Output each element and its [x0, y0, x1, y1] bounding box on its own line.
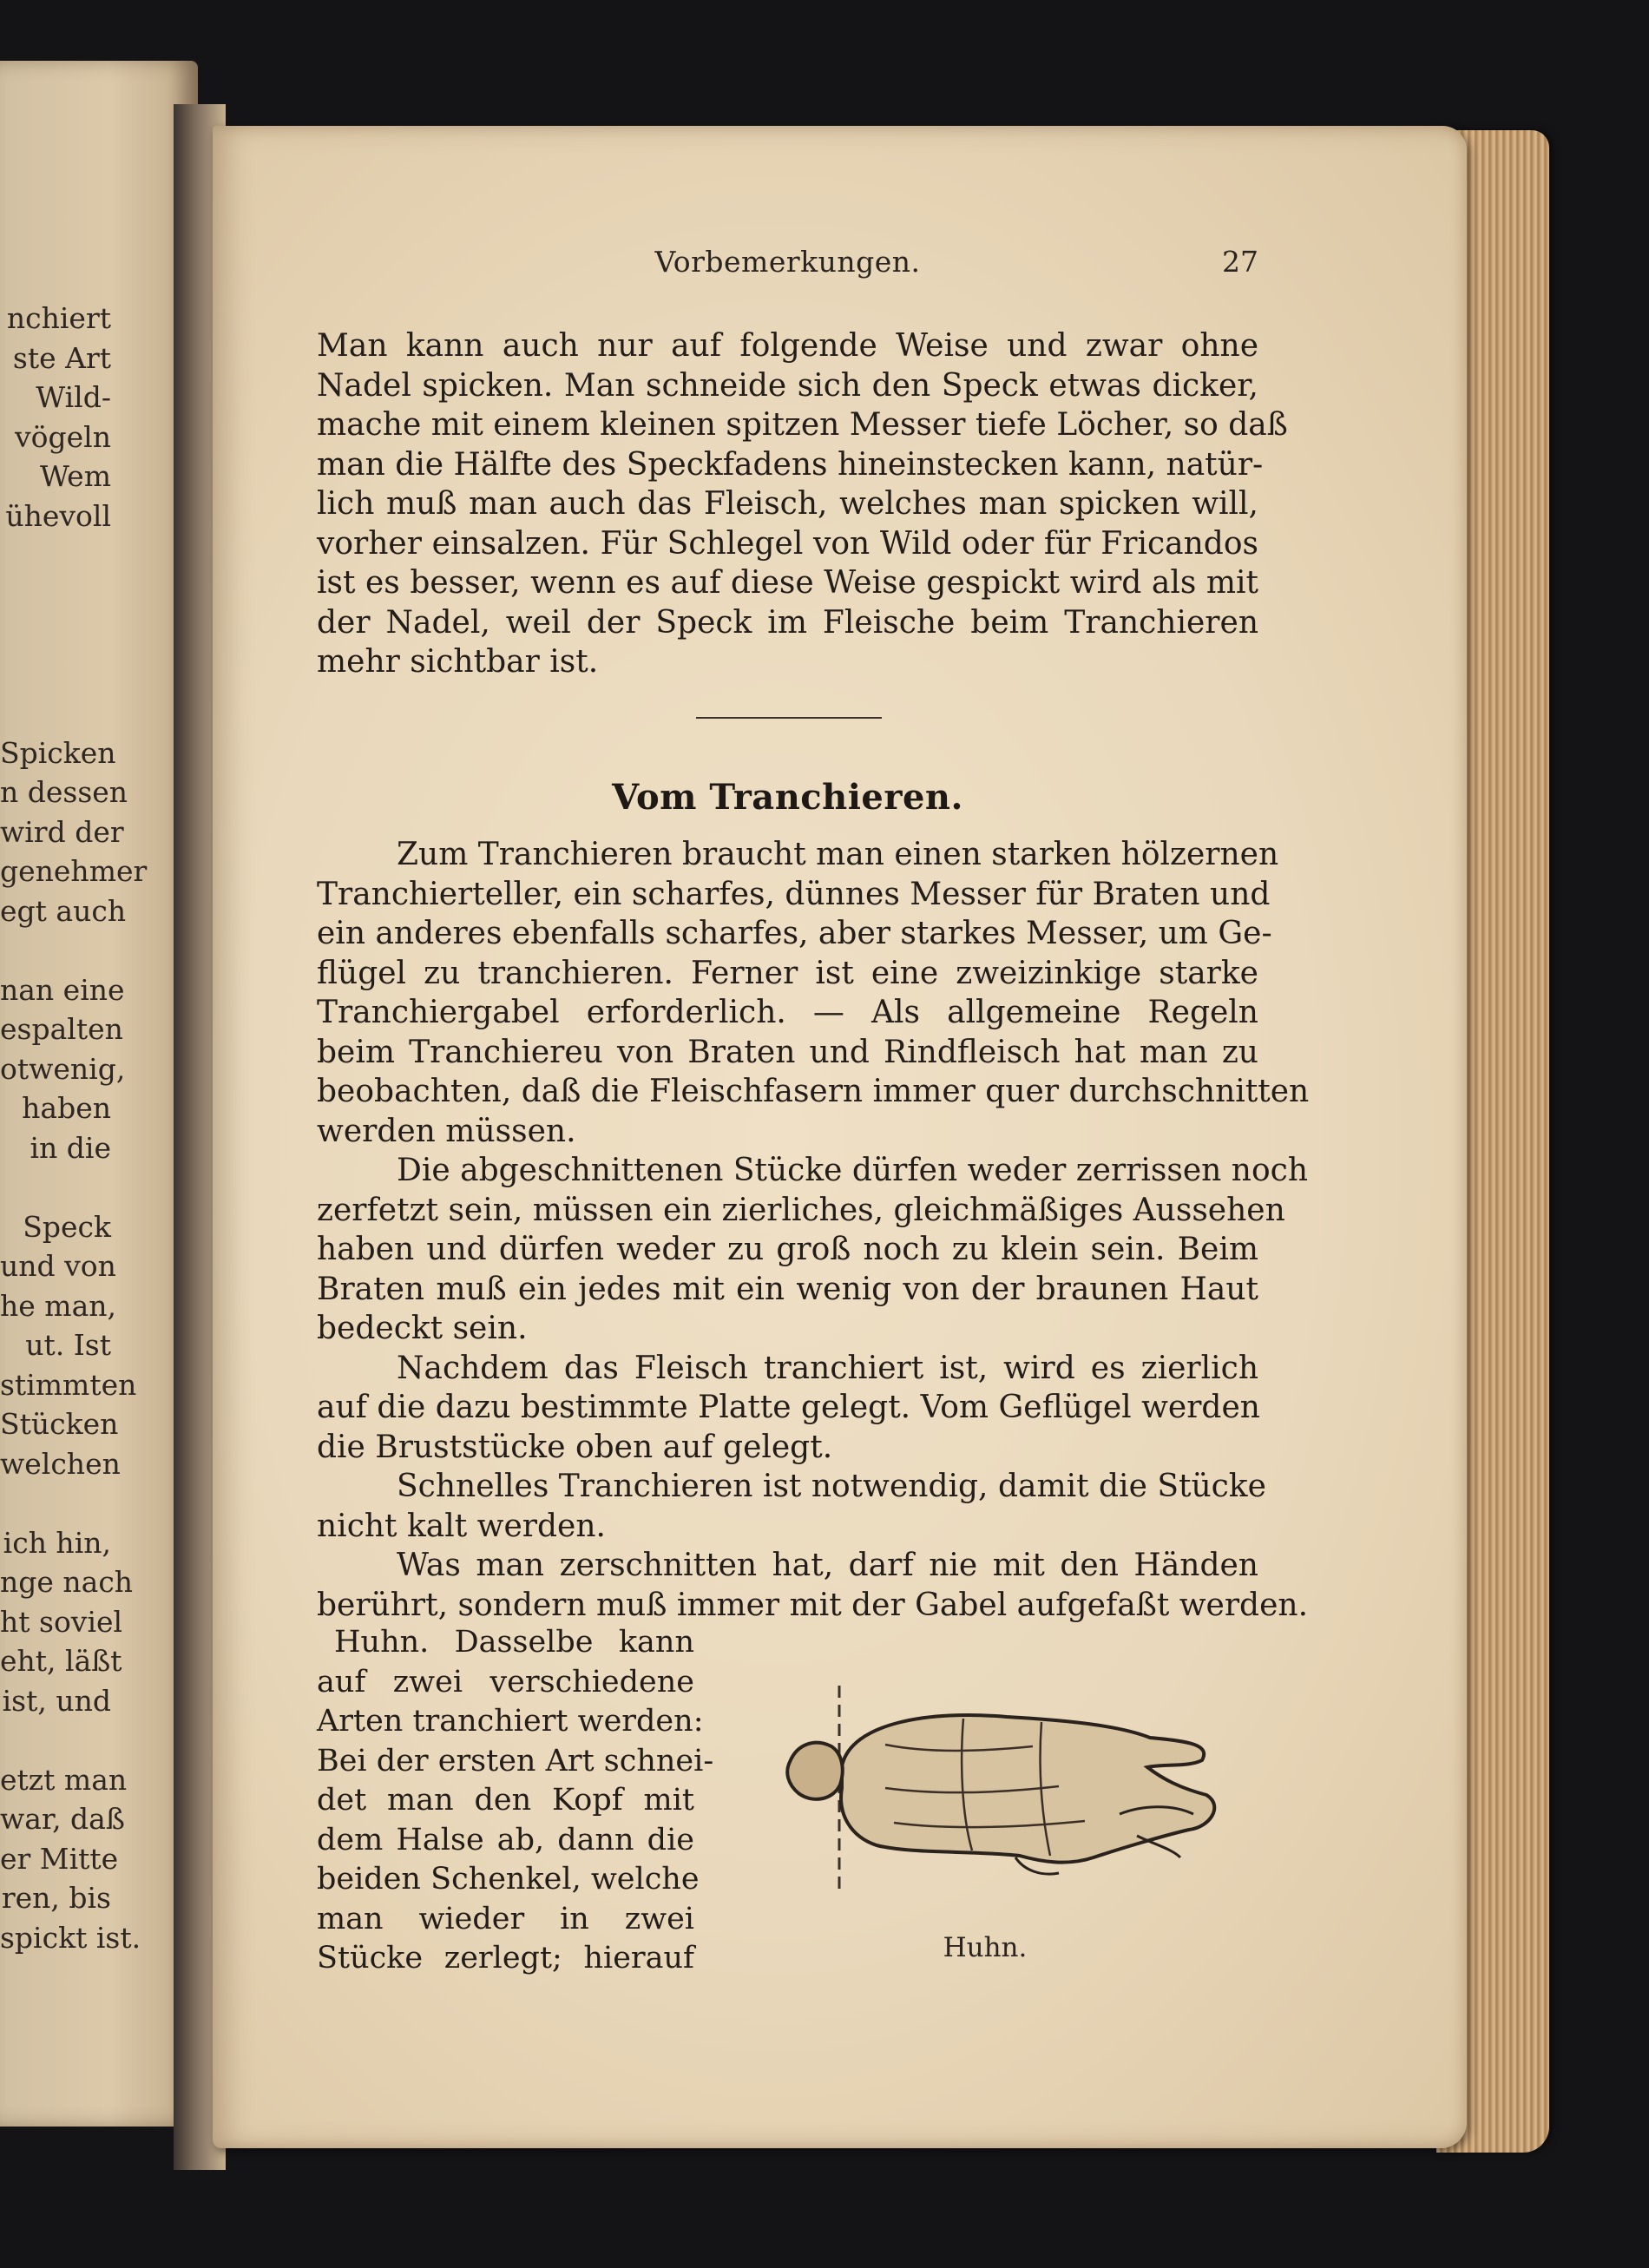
- text-line: die Bruststücke oben auf gelegt.: [317, 1429, 833, 1465]
- text-line: zerfetzt sein, müssen ein zierliches, gleichmäßiges Aussehen: [317, 1192, 1285, 1228]
- text-line: Tranchierteller, ein scharfes, dünnes Messer für Braten und: [317, 876, 1271, 912]
- left-fragment-line: wird der: [0, 814, 124, 849]
- left-fragment-line: [0, 1483, 111, 1523]
- left-fragment-line: ste Art: [12, 340, 111, 375]
- text-line: bedeckt sein.: [317, 1311, 528, 1346]
- left-fragment-line: und von: [0, 1249, 116, 1283]
- text-line: beiden Schenkel, welche: [317, 1862, 700, 1897]
- text-line: haben und dürfen weder zu groß noch zu klein sein. Beim: [317, 1232, 1258, 1267]
- left-fragment-line: nchiert: [6, 301, 111, 335]
- left-fragment-line: egt auch: [0, 893, 127, 928]
- left-fragment-line: stimmten: [0, 1367, 137, 1402]
- spicken-paragraph: [317, 326, 1288, 682]
- left-fragment-line: in die: [30, 1130, 111, 1165]
- text-line: beim Tranchiereu von Braten und Rindfleisch hat man zu: [317, 1034, 1258, 1070]
- left-fragment-line: Stücken: [0, 1407, 119, 1441]
- left-fragment-line: [0, 1167, 111, 1207]
- huhn-column: [317, 1623, 714, 1979]
- text-line: lich muß man auch das Fleisch, welches man spicken will,: [317, 486, 1258, 522]
- left-fragment-line: [0, 536, 111, 575]
- text-line: Die abgeschnittenen Stücke dürfen weder zerrissen noch: [397, 1153, 1309, 1188]
- left-fragment-line: otwenig,: [0, 1051, 126, 1086]
- chicken-engraving: [755, 1684, 1228, 1892]
- left-fragment-line: he man,: [0, 1288, 116, 1323]
- text-line: Bei der ersten Art schnei-: [317, 1743, 714, 1778]
- text-line: Huhn. Dasselbe kann: [334, 1625, 694, 1660]
- left-fragment-line: [0, 694, 111, 733]
- left-fragment-line: vögeln: [15, 419, 111, 454]
- left-fragment-line: Speck: [23, 1209, 111, 1244]
- left-fragment-line: [0, 654, 111, 694]
- left-fragment-line: etzt man: [0, 1762, 128, 1797]
- running-head: [317, 245, 1258, 283]
- text-line: Nadel spicken. Man schneide sich den Speck etwas dicker,: [317, 367, 1258, 404]
- left-fragment-line: [0, 615, 111, 654]
- text-line: det man den Kopf mit: [317, 1783, 694, 1818]
- left-fragment-line: Wem: [39, 459, 111, 493]
- left-page: [0, 61, 198, 2127]
- section-divider: [696, 717, 882, 719]
- left-fragment-line: ich hin,: [3, 1525, 111, 1560]
- figure-caption: Huhn.: [943, 1932, 1028, 1963]
- text-line: man die Hälfte des Speckfadens hineinstecken kann, natür-: [317, 446, 1264, 483]
- text-line: Tranchiergabel erforderlich. — Als allgemeine Regeln: [317, 995, 1258, 1030]
- page-number: 27: [1222, 245, 1258, 279]
- text-line: mehr sichtbar ist.: [317, 644, 599, 680]
- text-line: Stücke zerlegt; hierauf: [317, 1941, 694, 1975]
- text-line: flügel zu tranchieren. Ferner ist eine zweizinkige starke: [317, 955, 1258, 991]
- text-line: mache mit einem kleinen spitzen Messer tiefe Löcher, so daß: [317, 407, 1288, 443]
- text-line: ein anderes ebenfalls scharfes, aber starkes Messer, um Ge-: [317, 916, 1272, 951]
- running-title: Vorbemerkungen.: [654, 245, 921, 279]
- left-fragment-line: haben: [22, 1091, 111, 1125]
- text-line: Man kann auch nur auf folgende Weise und zwar ohne: [317, 328, 1258, 364]
- left-fragment-line: eht, läßt: [0, 1644, 122, 1678]
- left-fragment-line: n dessen: [0, 775, 128, 809]
- text-line: man wieder in zwei: [317, 1901, 694, 1936]
- left-fragment-line: ist, und: [2, 1683, 111, 1718]
- left-fragment-line: war, daß: [0, 1802, 125, 1836]
- left-fragment-line: genehmer: [0, 854, 148, 888]
- text-line: auf zwei verschiedene: [317, 1664, 694, 1699]
- text-line: Nachdem das Fleisch tranchiert ist, wird es zierlich: [397, 1350, 1258, 1386]
- text-line: Zum Tranchieren braucht man einen starken hölzernen: [397, 837, 1279, 872]
- text-line: der Nadel, weil der Speck im Fleische beim Tranchieren: [317, 604, 1258, 641]
- text-line: beobachten, daß die Fleischfasern immer quer durchschnitten: [317, 1074, 1310, 1109]
- text-line: werden müssen.: [317, 1113, 576, 1149]
- section-heading: Vom Tranchieren.: [612, 777, 963, 818]
- left-fragment-line: ren, bis: [1, 1881, 111, 1915]
- left-fragment-line: espalten: [0, 1012, 123, 1046]
- left-fragment-line: Wild-: [36, 380, 111, 414]
- text-line: Arten tranchiert werden:: [317, 1704, 704, 1739]
- text-line: berührt, sondern muß immer mit der Gabel aufgefaßt werden.: [317, 1587, 1309, 1623]
- chicken-neck-shape: [787, 1743, 843, 1799]
- text-line: dem Halse ab, dann die: [317, 1822, 694, 1857]
- text-line: ist es besser, wenn es auf diese Weise gespickt wird als mit: [317, 565, 1258, 601]
- text-line: auf die dazu bestimmte Platte gelegt. Vom Geflügel werden: [317, 1390, 1260, 1425]
- left-fragment-line: [0, 1720, 111, 1760]
- left-fragment-line: ühevoll: [5, 498, 111, 533]
- text-line: Schnelles Tranchieren ist notwendig, damit die Stücke: [397, 1469, 1266, 1504]
- left-fragment-line: er Mitte: [0, 1841, 119, 1876]
- text-line: Was man zerschnitten hat, darf nie mit den Händen: [397, 1548, 1258, 1583]
- left-fragment-line: welchen: [0, 1446, 121, 1481]
- left-fragment-line: [0, 930, 111, 970]
- text-line: Braten muß ein jedes mit ein wenig von der braunen Haut: [317, 1271, 1258, 1307]
- left-fragment-line: Spicken: [0, 735, 116, 770]
- chicken-illustration: [755, 1684, 1228, 1892]
- text-line: vorher einsalzen. Für Schlegel von Wild oder für Fricandos: [317, 525, 1258, 562]
- left-fragment-line: ut. Ist: [25, 1328, 111, 1362]
- tranchieren-paragraphs: [317, 835, 1310, 1625]
- left-fragment-line: nan eine: [0, 972, 125, 1007]
- left-fragment-line: ht soviel: [0, 1604, 123, 1639]
- left-fragment-line: [0, 575, 111, 615]
- left-page-text-fragments: [0, 299, 148, 1957]
- left-fragment-line: spickt ist.: [0, 1920, 141, 1955]
- left-fragment-line: nge nach: [0, 1565, 134, 1599]
- text-line: nicht kalt werden.: [317, 1508, 606, 1544]
